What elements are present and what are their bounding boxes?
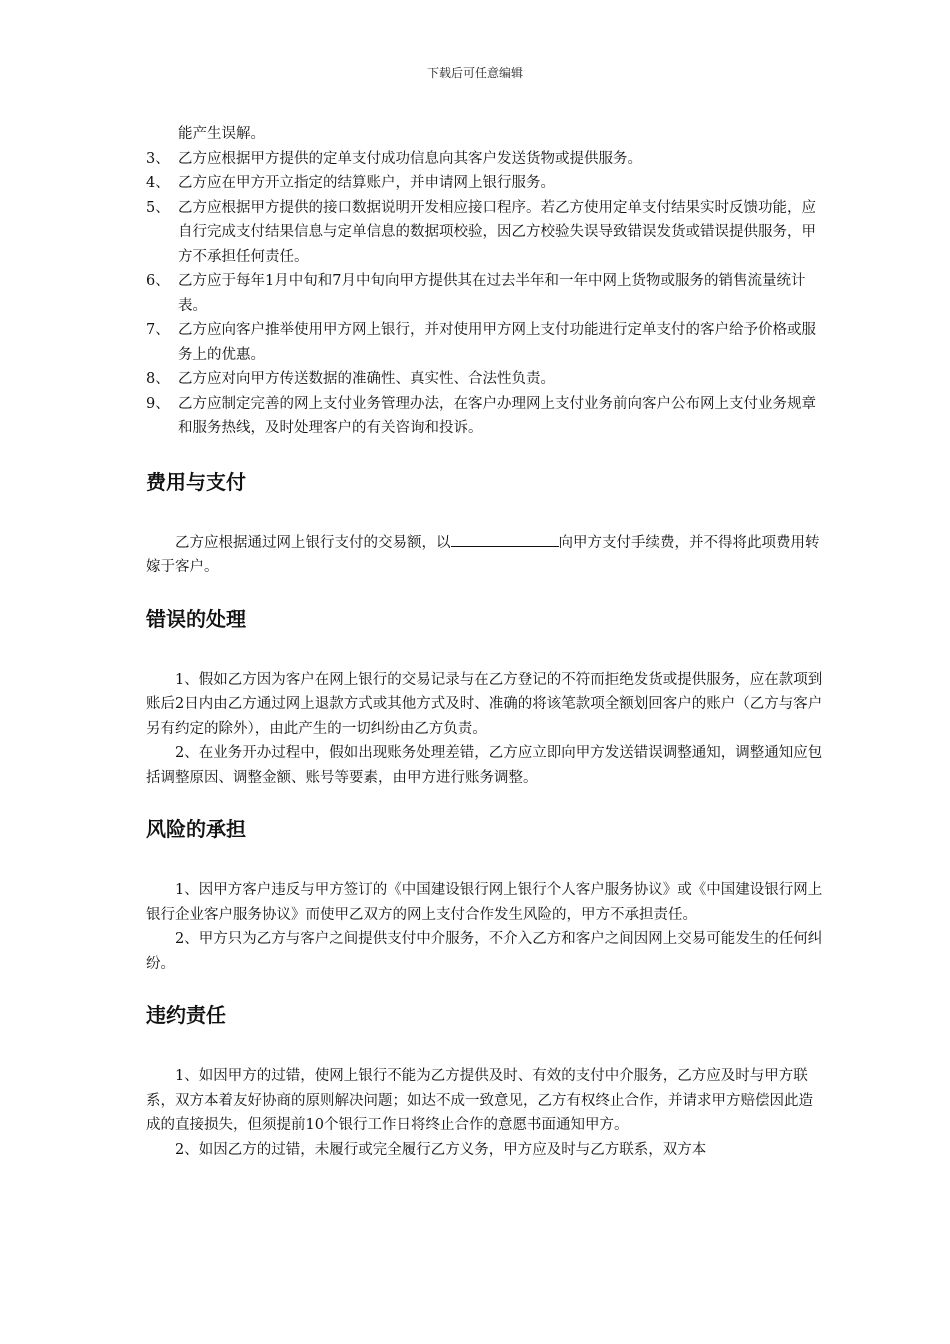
- fees-text-after: 向甲方支付手续费，并不得将此项费用转嫁于客户。: [146, 534, 820, 575]
- list-item-text: 乙方应根据甲方提供的定单支付成功信息向其客户发送货物或提供服务。: [178, 150, 642, 167]
- obligations-list: [146, 122, 826, 441]
- list-item: [146, 367, 826, 392]
- list-item: [146, 318, 826, 367]
- list-item: [146, 171, 826, 196]
- list-item-text: 乙方应向客户推举使用甲方网上银行，并对使用甲方网上支付功能进行定单支付的客户给予价格或服务上的优惠。: [178, 322, 816, 363]
- list-item-number: 8、: [146, 371, 170, 387]
- section-heading-liability: 违约责任: [146, 1003, 226, 1027]
- liability-paragraph-2: 2、如因乙方的过错，未履行或完全履行乙方义务，甲方应及时与乙方联系，双方本: [175, 1141, 707, 1158]
- list-item-number: 6、: [146, 273, 170, 289]
- list-item-number: 3、: [146, 150, 170, 167]
- list-item-text: 乙方应根据甲方提供的接口数据说明开发相应接口程序。若乙方使用定单支付结果实时反馈功能，应自行完成支付结果信息与定单信息的数据项校验，因乙方校验失误导致错误发货或错误提供服务，甲方不承担任何责任。: [178, 199, 816, 265]
- fee-rate-blank: [451, 532, 559, 547]
- risk-paragraph-1: 1、因甲方客户违反与甲方签订的《中国建设银行网上银行个人客户服务协议》或《中国建设银行网上银行企业客户服务协议》而使甲乙双方的网上支付合作发生风险的，甲方不承担责任。: [146, 882, 823, 923]
- errors-paragraph-1: 1、假如乙方因为客户在网上银行的交易记录与在乙方登记的不符而拒绝发货或提供服务，应在款项到账后2日内由乙方通过网上退款方式或其他方式及时、准确的将该笔款项全额划回客户的账户（乙方与客户另有约定的除外），由此产生的一切纠纷由乙方负责。: [146, 671, 823, 737]
- fees-paragraph: [146, 531, 826, 580]
- list-item: [146, 269, 826, 318]
- liability-paragraph-1: 1、如因甲方的过错，使网上银行不能为乙方提供及时、有效的支付中介服务，乙方应及时与甲方联系，双方本着友好协商的原则解决问题；如达不成一致意见，乙方有权终止合作，并请求甲方赔偿因此造成的直接损失，但须提前10个银行工作日将终止合作的意愿书面通知甲方。: [146, 1068, 813, 1133]
- section-heading-fees: 费用与支付: [146, 469, 246, 494]
- list-item-text: 乙方应制定完善的网上支付业务管理办法，在客户办理网上支付业务前向客户公布网上支付业务规章和服务热线，及时处理客户的有关咨询和投诉。: [178, 395, 816, 436]
- list-item-number: 9、: [146, 395, 170, 412]
- errors-paragraph-2: 2、在业务开办过程中，假如出现账务处理差错，乙方应立即向甲方发送错误调整通知，调整通知应包括调整原因、调整金额、账号等要素，由甲方进行账务调整。: [146, 745, 823, 786]
- section-heading-errors: 错误的处理: [146, 606, 246, 631]
- page-header: 下载后可任意编辑: [426, 66, 523, 80]
- list-item-number: 5、: [146, 199, 170, 216]
- list-item: [146, 392, 826, 441]
- fees-text-before: 乙方应根据通过网上银行支付的交易额，以: [175, 534, 451, 551]
- section-heading-risk: 风险的承担: [146, 817, 246, 841]
- list-item-text: 乙方应对向甲方传送数据的准确性、真实性、合法性负责。: [178, 371, 555, 387]
- list-item-number: 7、: [146, 322, 170, 338]
- list-item: [146, 147, 826, 172]
- list-item-number: 4、: [146, 175, 170, 191]
- list-item: [146, 196, 826, 270]
- risk-paragraph-2: 2、甲方只为乙方与客户之间提供支付中介服务，不介入乙方和客户之间因网上交易可能发生的任何纠纷。: [146, 931, 823, 972]
- list-item-continuation: 能产生误解。: [178, 126, 265, 142]
- document-body: [146, 122, 826, 1162]
- list-item-text: 乙方应于每年1月中旬和7月中旬向甲方提供其在过去半年和一年中网上货物或服务的销售流量统计表。: [178, 273, 806, 314]
- list-item-text: 乙方应在甲方开立指定的结算账户，并申请网上银行服务。: [178, 175, 555, 191]
